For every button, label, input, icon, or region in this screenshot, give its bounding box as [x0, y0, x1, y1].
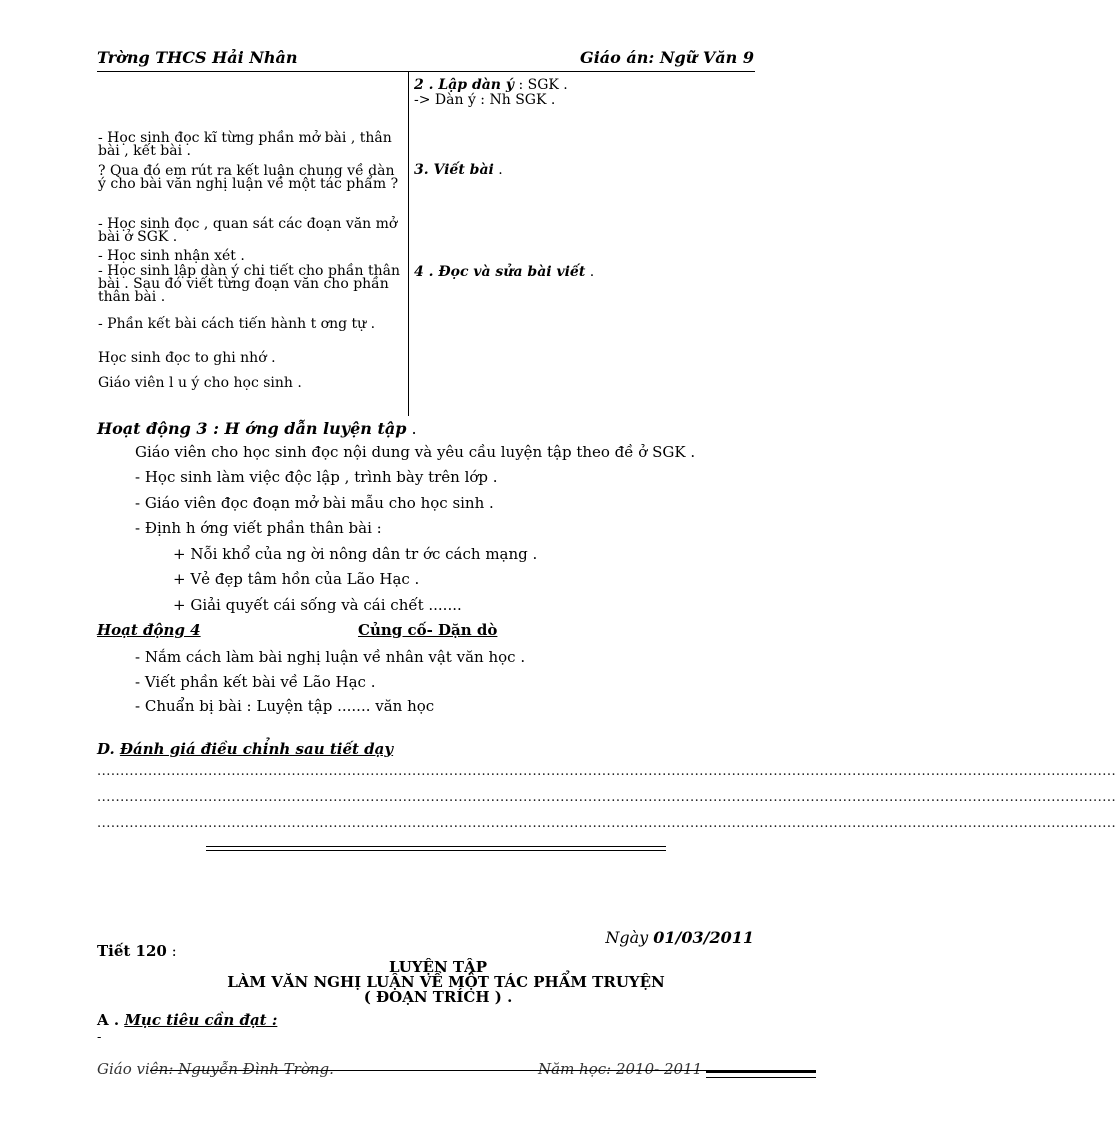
header-subject: Giáo án: Ngữ Văn 9 — [580, 48, 754, 67]
section-d-heading: D. Đánh giá điều chỉnh sau tiết dạy — [97, 740, 394, 758]
activity3-line: - Định h ớng viết phần thân bài : — [135, 519, 382, 537]
step-2: 2 . Lập dàn ý : SGK . — [414, 77, 568, 93]
activity3-line: Giáo viên cho học sinh đọc nội dung và yêu cầu luyện tập theo đề ở SGK . — [135, 443, 696, 461]
section-a-dash: - — [97, 1030, 102, 1045]
step-2-detail: -> Dàn ý : Nh SGK . — [414, 92, 556, 108]
left-item: Học sinh đọc to ghi nhớ . — [98, 350, 276, 366]
activity4-line: - Nắm cách làm bài nghị luận về nhân vật văn học . — [135, 648, 526, 666]
activity4-heading: Hoạt động 4 — [97, 621, 201, 639]
left-item: Giáo viên l u ý cho học sinh . — [98, 375, 302, 391]
activity3-subline: + Giải quyết cái sống và cái chết ....... — [173, 596, 462, 614]
header-school: Trờng THCS Hải Nhân — [97, 48, 298, 67]
activity4-subtitle: Củng cố- Dặn dò — [358, 621, 498, 639]
left-item: - Học sinh đọc kĩ từng phần mở bài , thân bài , kết bài . — [98, 130, 392, 159]
left-item: - Phần kết bài cách tiến hành t ơng tự . — [98, 316, 376, 332]
footer-school-year: Năm học: 2010- 2011 — [538, 1060, 703, 1078]
activity3-heading: Hoạt động 3 : H ớng dẫn luyện tập . — [97, 419, 417, 438]
activity3-line: - Giáo viên đọc đoạn mở bài mẫu cho học sinh . — [135, 494, 494, 512]
separator-double-rule — [206, 846, 666, 851]
activity3-subline: + Vẻ đẹp tâm hồn của Lão Hạc . — [173, 570, 420, 588]
left-item: - Học sinh đọc , quan sát các đoạn văn mở bài ở SGK . — [98, 216, 398, 245]
activity3-line: - Học sinh làm việc độc lập , trình bày trên lớp . — [135, 468, 498, 486]
lesson-title-line1: LUYỆN TẬP — [389, 958, 487, 976]
header-rule — [97, 71, 755, 72]
lesson-title-line2: LÀM VĂN NGHỊ LUẬN VỀ MỘT TÁC PHẨM TRUYỆN — [227, 973, 665, 991]
lesson-period: Tiết 120 : — [97, 942, 177, 960]
activity4-line: - Viết phần kết bài về Lão Hạc . — [135, 673, 376, 691]
left-item: ? Qua đó em rút ra kết luận chung về dàn ý cho bài văn nghị luận về một tác phẩm ? — [98, 163, 399, 192]
activity3-subline: + Nỗi khổ của ng ời nông dân tr ớc cách mạng . — [173, 545, 538, 563]
evaluation-line: ............................................................................................................................................................................................................................ — [97, 764, 1116, 779]
activity4-line: - Chuẩn bị bài : Luyện tập ....... văn học — [135, 697, 435, 715]
step-4: 4 . Đọc và sửa bài viết . — [414, 264, 595, 280]
lesson-date: Ngày 01/03/2011 — [605, 928, 754, 947]
table-divider — [408, 72, 409, 416]
footer-rule-thick — [706, 1070, 816, 1078]
footer-teacher: Giáo viên: Nguyễn Đình Trờng. — [97, 1060, 334, 1078]
step-3: 3. Viết bài . — [414, 162, 503, 178]
left-item: - Học sinh nhận xét . — [98, 248, 245, 264]
lesson-title-line3: ( ĐOẠN TRÍCH ) . — [363, 988, 513, 1006]
section-a-heading: A . Mục tiêu cần đạt : — [97, 1011, 278, 1029]
lesson-title — [0, 960, 816, 1005]
left-item: - Học sinh lập dàn ý chi tiết cho phần thân bài . Sau đó viết từng đoạn văn cho phần thân bài . — [98, 263, 400, 305]
evaluation-line: ............................................................................................................................................................................................................................ — [97, 790, 1116, 805]
evaluation-line: ............................................................................................................................................................................................................................ — [97, 816, 1116, 831]
